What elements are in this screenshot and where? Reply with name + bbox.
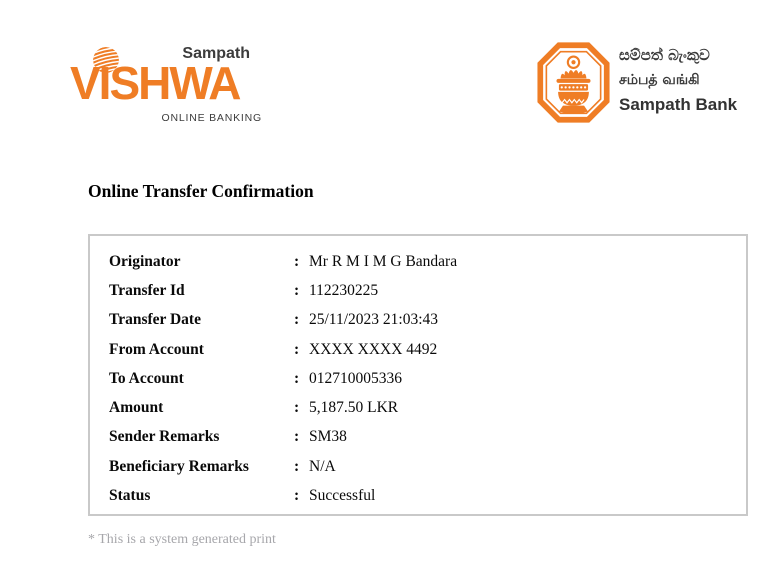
detail-separator: : <box>294 457 300 475</box>
detail-value: 25/11/2023 21:03:43 <box>309 311 439 329</box>
detail-label: Transfer Date <box>109 311 201 329</box>
detail-label: To Account <box>109 369 184 387</box>
bank-emblem-icon <box>537 42 610 123</box>
detail-row-beneficiary-remarks <box>90 452 746 481</box>
vishwa-logo-online-banking-text: ONLINE BANKING <box>161 112 262 124</box>
detail-row-transfer-date <box>90 306 746 335</box>
detail-value: SM38 <box>309 428 347 446</box>
detail-separator: : <box>294 340 300 358</box>
vishwa-logo-wordmark: VISHWA <box>70 57 240 109</box>
detail-row-originator <box>90 247 746 276</box>
bank-logo-text <box>619 43 737 123</box>
detail-row-transfer-id <box>90 276 746 305</box>
detail-label: Sender Remarks <box>109 428 220 446</box>
detail-row-from-account <box>90 335 746 364</box>
vishwa-logo-sampath-text: Sampath <box>182 45 250 62</box>
detail-label: From Account <box>109 340 204 358</box>
page-title: Online Transfer Confirmation <box>88 181 314 201</box>
detail-separator: : <box>294 399 300 417</box>
detail-separator: : <box>294 281 300 299</box>
detail-separator: : <box>294 487 300 505</box>
detail-row-sender-remarks <box>90 423 746 452</box>
bank-name-tamil: சம்பத் வங்கி <box>619 72 700 88</box>
detail-separator: : <box>294 428 300 446</box>
detail-label: Beneficiary Remarks <box>109 457 249 475</box>
detail-value: N/A <box>309 457 336 475</box>
detail-label: Amount <box>109 399 164 417</box>
detail-label: Transfer Id <box>109 281 185 299</box>
detail-value: Mr R M I M G Bandara <box>309 252 458 270</box>
vishwa-online-banking-logo <box>70 38 265 130</box>
detail-separator: : <box>294 369 300 387</box>
detail-row-to-account <box>90 364 746 393</box>
detail-value: 012710005336 <box>309 369 402 387</box>
status-value: Successful <box>309 487 376 505</box>
detail-value: 112230225 <box>309 281 379 299</box>
detail-label: Status <box>109 487 151 505</box>
detail-row-status <box>90 481 746 510</box>
detail-value: XXXX XXXX 4492 <box>309 340 438 358</box>
transfer-details-box <box>88 234 748 516</box>
system-generated-note: * This is a system generated print <box>88 532 276 547</box>
detail-label: Originator <box>109 252 181 270</box>
bank-name-sinhala: සම්පත් බැංකුව <box>619 46 710 64</box>
detail-separator: : <box>294 311 300 329</box>
detail-separator: : <box>294 252 300 270</box>
detail-row-amount <box>90 393 746 422</box>
bank-name-english: Sampath Bank <box>619 95 738 114</box>
sampath-bank-logo <box>537 42 737 123</box>
detail-value: 5,187.50 LKR <box>309 399 399 417</box>
